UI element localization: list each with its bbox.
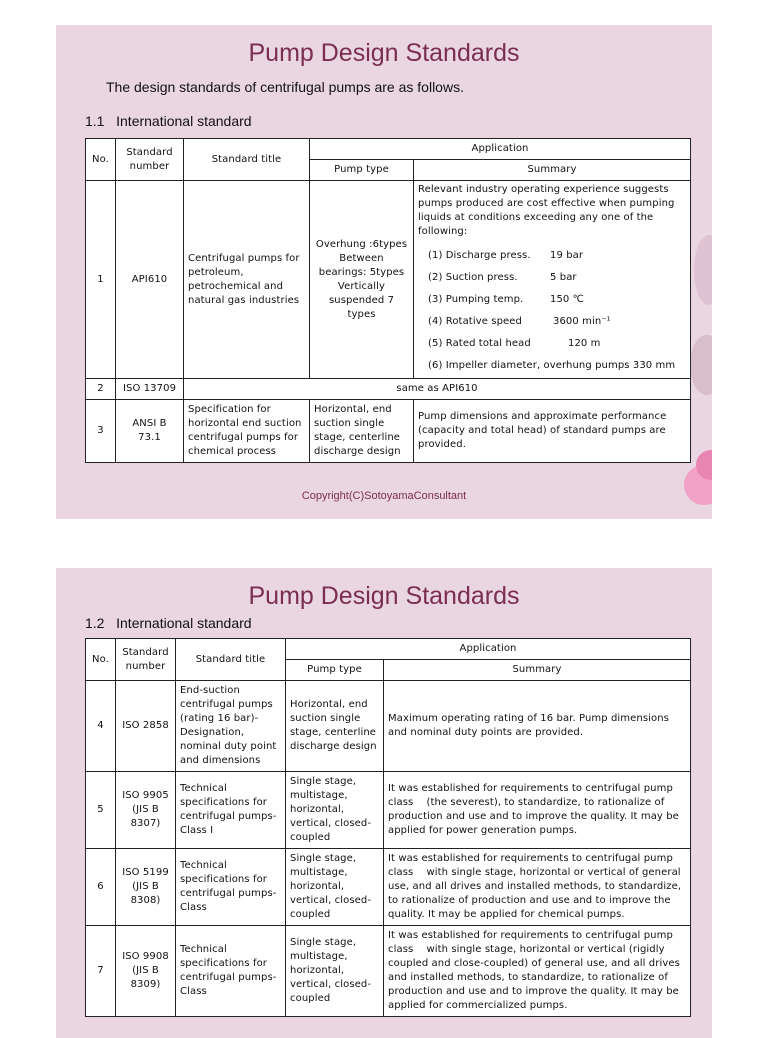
- condition-label: (5) Rated total head: [428, 338, 531, 349]
- row-pump-type: Horizontal, end suction single stage, centerline discharge design: [286, 681, 384, 772]
- condition-item: [418, 355, 686, 377]
- intro-text: The design standards of centrifugal pumps are as follows.: [106, 79, 464, 95]
- summary-intro: Relevant industry operating experience suggests pumps produced are cost effective when pumping liquids at conditions exceeding any one of the following:: [418, 184, 675, 237]
- row-summary: Maximum operating rating of 16 bar. Pump dimensions and nominal duty points are provided.: [384, 681, 691, 772]
- section-heading: 1.1 International standard: [85, 113, 252, 129]
- row-no: 4: [86, 681, 116, 772]
- row-standard-title: Technical specifications for centrifugal pumps-Class I: [176, 772, 286, 849]
- condition-value: 150 ℃: [550, 294, 584, 305]
- condition-item: [418, 267, 686, 289]
- row-standard-title: End-suction centrifugal pumps (rating 16 bar)-Designation, nominal duty point and dimensions: [176, 681, 286, 772]
- table-row: [86, 400, 691, 463]
- row-no: 6: [86, 849, 116, 926]
- condition-value: 19 bar: [550, 250, 584, 261]
- conditions-list: [418, 245, 686, 377]
- row-standard-number: ANSI B 73.1: [116, 400, 184, 463]
- row-no: 7: [86, 926, 116, 1017]
- row-summary: [414, 181, 691, 379]
- standards-table: [85, 638, 691, 1017]
- row-standard-title: Technical specifications for centrifugal pumps-Class: [176, 849, 286, 926]
- condition-label: (4) Rotative speed: [428, 316, 522, 327]
- condition-label: (3) Pumping temp.: [428, 294, 524, 305]
- table-row: [86, 681, 691, 772]
- row-standard-title: Technical specifications for centrifugal pumps-Class: [176, 926, 286, 1017]
- row-standard-number: ISO 13709: [116, 379, 184, 400]
- row-pump-type: Single stage, multistage, horizontal, vertical, closed-coupled: [286, 772, 384, 849]
- header-summary: Summary: [414, 160, 691, 181]
- header-no: No.: [86, 139, 116, 181]
- header-summary: Summary: [384, 660, 691, 681]
- condition-value: 5 bar: [550, 272, 577, 283]
- row-summary: It was established for requirements to centrifugal pump class (the severest), to standardize, to rationalize of production and use and to improve the quality. It may be applied for power generation pumps.: [384, 772, 691, 849]
- header-pump-type: Pump type: [286, 660, 384, 681]
- row-standard-number: ISO 9905 (JIS B 8307): [116, 772, 176, 849]
- condition-item: [418, 245, 686, 267]
- table-row: [86, 772, 691, 849]
- table-row: [86, 379, 691, 400]
- header-application: Application: [310, 139, 691, 160]
- condition-item: [418, 333, 686, 355]
- condition-label: (1) Discharge press.: [428, 250, 531, 261]
- row-no: 5: [86, 772, 116, 849]
- row-pump-type: Overhung :6types Between bearings: 5types Vertically suspended 7 types: [310, 181, 414, 379]
- table-row: [86, 181, 691, 379]
- slide-title: Pump Design Standards: [248, 39, 520, 67]
- table-row: [86, 926, 691, 1017]
- condition-label: (6) Impeller diameter, overhung pumps: [428, 360, 630, 371]
- condition-value: 330 mm: [632, 360, 676, 371]
- header-standard-title: Standard title: [184, 139, 310, 181]
- header-pump-type: Pump type: [310, 160, 414, 181]
- row-no: 2: [86, 379, 116, 400]
- row-standard-number: ISO 9908 (JIS B 8309): [116, 926, 176, 1017]
- header-no: No.: [86, 639, 116, 681]
- header-application: Application: [286, 639, 691, 660]
- condition-label: (2) Suction press.: [428, 272, 518, 283]
- row-standard-number: ISO 2858: [116, 681, 176, 772]
- standards-table: [85, 138, 691, 463]
- row-no: 3: [86, 400, 116, 463]
- row-pump-type: Single stage, multistage, horizontal, vertical, closed-coupled: [286, 849, 384, 926]
- slide-1: [56, 25, 712, 519]
- row-summary: It was established for requirements to centrifugal pump class with single stage, horizontal or vertical (rigidly coupled and close-coupled) of general use, and all drives and installed methods, to standardize, to rationalize of production and use and to improve the quality. It may be applied for commercialized pumps.: [384, 926, 691, 1017]
- row-same-as: same as API610: [184, 379, 691, 400]
- copyright-text: Copyright(C)SotoyamaConsultant: [301, 490, 467, 502]
- section-heading: 1.2 International standard: [85, 615, 252, 631]
- row-pump-type: Single stage, multistage, horizontal, vertical, closed-coupled: [286, 926, 384, 1017]
- row-standard-title: Centrifugal pumps for petroleum, petrochemical and natural gas industries: [184, 181, 310, 379]
- slide-title: Pump Design Standards: [248, 582, 520, 610]
- row-standard-number: API610: [116, 181, 184, 379]
- condition-item: [418, 289, 686, 311]
- slide-2: [56, 568, 712, 1038]
- row-pump-type: Horizontal, end suction single stage, centerline discharge design: [310, 400, 414, 463]
- row-summary: It was established for requirements to centrifugal pump class with single stage, horizontal or vertical of general use, and all drives and installed methods, to standardize, to rationalize of production and use and to improve the quality. It may be applied for chemical pumps.: [384, 849, 691, 926]
- row-standard-title: Specification for horizontal end suction centrifugal pumps for chemical process: [184, 400, 310, 463]
- row-standard-number: ISO 5199 (JIS B 8308): [116, 849, 176, 926]
- row-summary: Pump dimensions and approximate performance (capacity and total head) of standard pumps are provided.: [414, 400, 691, 463]
- table-row: [86, 849, 691, 926]
- header-standard-number: Standard number: [116, 139, 184, 181]
- row-no: 1: [86, 181, 116, 379]
- header-standard-title: Standard title: [176, 639, 286, 681]
- header-standard-number: Standard number: [116, 639, 176, 681]
- condition-item: [418, 311, 686, 333]
- condition-value: 120 m: [568, 338, 601, 349]
- condition-value: 3600 min⁻¹: [553, 316, 611, 327]
